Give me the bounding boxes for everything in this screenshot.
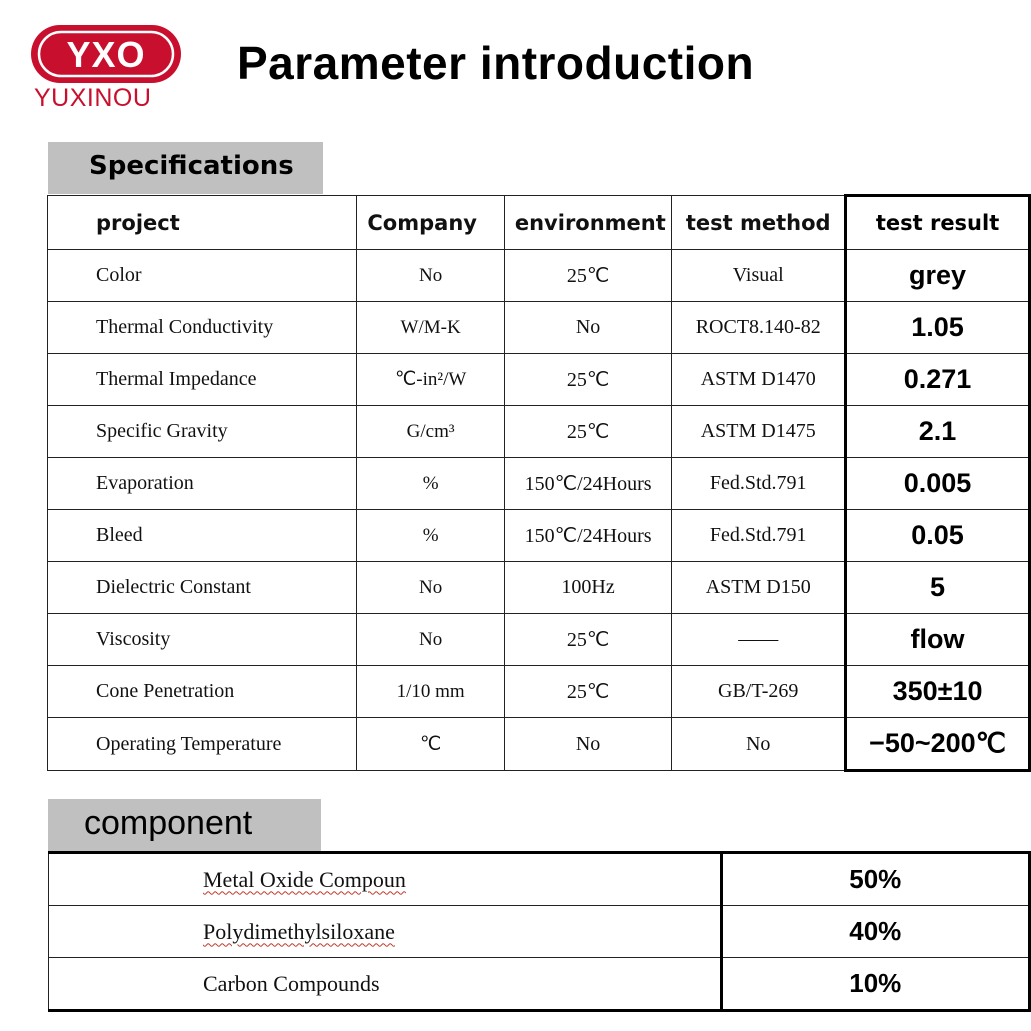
cell-project: Operating Temperature: [48, 718, 357, 771]
specifications-section-header: [48, 142, 323, 194]
component-row: [49, 958, 1030, 1011]
cell-project: Color: [48, 250, 357, 302]
component-row: [49, 906, 1030, 958]
cell-company: %: [357, 510, 504, 562]
cell-company: No: [357, 562, 504, 614]
cell-environment: No: [504, 718, 671, 771]
cell-company: ℃: [357, 718, 504, 771]
cell-test-result: grey: [846, 250, 1030, 302]
cell-test-result: 0.05: [846, 510, 1030, 562]
cell-test-method: ASTM D150: [672, 562, 846, 614]
cell-test-method: ASTM D1470: [672, 354, 846, 406]
cell-test-method: GB/T-269: [672, 666, 846, 718]
table-row: [48, 302, 1030, 354]
component-table: [48, 851, 1031, 1012]
cell-project: Dielectric Constant: [48, 562, 357, 614]
column-header-project: project: [48, 196, 357, 250]
cell-environment: 150℃/24Hours: [504, 510, 671, 562]
cell-environment: 25℃: [504, 666, 671, 718]
component-name-cell: [49, 906, 722, 958]
cell-test-result: 1.05: [846, 302, 1030, 354]
yuxinou-logo: [30, 24, 182, 84]
cell-company: ℃-in²/W: [357, 354, 504, 406]
cell-test-method: Fed.Std.791: [672, 458, 846, 510]
cell-project: Evaporation: [48, 458, 357, 510]
cell-company: No: [357, 250, 504, 302]
cell-company: 1/10 mm: [357, 666, 504, 718]
table-row: [48, 406, 1030, 458]
table-row: [48, 666, 1030, 718]
cell-project: Specific Gravity: [48, 406, 357, 458]
cell-company: No: [357, 614, 504, 666]
cell-environment: 25℃: [504, 354, 671, 406]
table-row: [48, 458, 1030, 510]
cell-test-method: ROCT8.140-82: [672, 302, 846, 354]
cell-test-method: No: [672, 718, 846, 771]
cell-test-method: ASTM D1475: [672, 406, 846, 458]
table-row: [48, 718, 1030, 771]
component-row: [49, 853, 1030, 906]
cell-test-result: 2.1: [846, 406, 1030, 458]
cell-environment: 100Hz: [504, 562, 671, 614]
cell-project: Bleed: [48, 510, 357, 562]
table-row: [48, 250, 1030, 302]
cell-test-result: 5: [846, 562, 1030, 614]
table-row: [48, 562, 1030, 614]
component-name: Polydimethylsiloxane: [203, 918, 395, 944]
page-title: Parameter introduction: [237, 37, 755, 89]
table-header-row: [48, 196, 1030, 250]
component-percentage: 50%: [721, 853, 1029, 906]
cell-test-result: 0.005: [846, 458, 1030, 510]
cell-test-method: Visual: [672, 250, 846, 302]
cell-environment: 25℃: [504, 406, 671, 458]
table-row: [48, 354, 1030, 406]
cell-project: Thermal Impedance: [48, 354, 357, 406]
specifications-section-title: Specifications: [89, 151, 294, 181]
cell-test-method: ——: [672, 614, 846, 666]
cell-environment: 25℃: [504, 250, 671, 302]
cell-environment: 25℃: [504, 614, 671, 666]
cell-test-result: 350±10: [846, 666, 1030, 718]
component-section-title: component: [84, 804, 253, 842]
table-row: [48, 614, 1030, 666]
cell-test-result: 0.271: [846, 354, 1030, 406]
cell-environment: 150℃/24Hours: [504, 458, 671, 510]
table-row: [48, 510, 1030, 562]
component-section-header: [48, 799, 321, 851]
component-percentage: 40%: [721, 906, 1029, 958]
cell-project: Cone Penetration: [48, 666, 357, 718]
component-name: Carbon Compounds: [203, 970, 380, 996]
cell-test-result: flow: [846, 614, 1030, 666]
brand-name: YUXINOU: [34, 84, 152, 112]
column-header-test-method: test method: [672, 196, 846, 250]
cell-company: G/cm³: [357, 406, 504, 458]
cell-project: Thermal Conductivity: [48, 302, 357, 354]
logo-mark-text: YXO: [66, 34, 146, 75]
component-name-cell: [49, 958, 722, 1011]
component-percentage: 10%: [721, 958, 1029, 1011]
cell-environment: No: [504, 302, 671, 354]
component-name: Metal Oxide Compoun: [203, 866, 406, 892]
cell-company: W/M-K: [357, 302, 504, 354]
cell-test-method: Fed.Std.791: [672, 510, 846, 562]
component-name-cell: [49, 853, 722, 906]
cell-company: %: [357, 458, 504, 510]
column-header-environment: environment: [504, 196, 671, 250]
column-header-test-result: test result: [846, 196, 1030, 250]
cell-project: Viscosity: [48, 614, 357, 666]
column-header-company: Company: [357, 196, 504, 250]
specifications-table: [47, 194, 1031, 772]
cell-test-result: −50~200℃: [846, 718, 1030, 771]
